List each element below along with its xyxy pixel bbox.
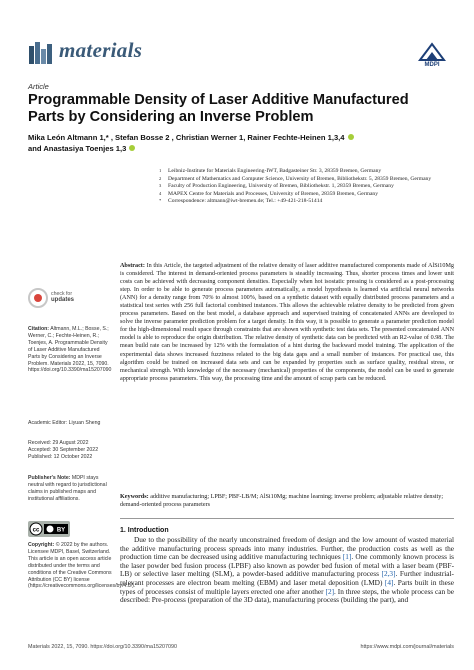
academic-editor: Academic Editor: Liyuan Sheng bbox=[28, 420, 101, 426]
authors-text-1[interactable]: Mika León Altmann 1,* , Stefan Bosse 2 , Christian Werner 1, Rainer Fechte-Heinen 1,3,4 bbox=[28, 133, 345, 142]
abstract-label: Abstract: bbox=[120, 263, 145, 269]
author-line-2 bbox=[28, 143, 448, 154]
affiliations bbox=[155, 168, 455, 206]
journal-name[interactable]: materials bbox=[59, 38, 143, 62]
orcid-icon[interactable] bbox=[348, 134, 354, 140]
article-title: Programmable Density of Laser Additive Manufactured Parts by Considering an Inverse Problem bbox=[28, 92, 409, 125]
materials-logo-icon bbox=[28, 40, 54, 64]
check-updates-label-1: check for bbox=[51, 291, 73, 297]
article-type: Article bbox=[28, 82, 49, 91]
section-heading: 1. Introduction bbox=[120, 527, 169, 534]
author-list bbox=[28, 132, 448, 154]
orcid-icon[interactable] bbox=[129, 145, 135, 151]
abstract-text: In this Article, the targeted adjustment of the relative density of laser additive manufactured components made of AlSi10Mg is considered. The interest in demand-oriented process parameters is steadily increasing. Thus, shorter process times and lower unit costs can be achieved with decreasing component densities. Especially when hot isostatic pressing is considered as a post-processing step. In order to be able to generate process parameters automatically, a model hypothesis is learned via artificial neural networks (ANN) for a density range from 70% to almost 100%, based on a synthetic dataset with equally distributed process parameters and a statistical test series with 256 full factorial combined instances. This allows the achievable relative density to be predicted from given process parameters. Based on the best model, a database approach and supervised training of concatenated ANNs are developed to solve the inverse parameter prediction problem for a target density. In this way, it is possible to generate a parameter prediction model for the high-dimensional result space through constraints that are shown with synthetic test data sets. The presented concatenated ANN model is able to reproduce the origin distribution. The relative density of synthetic data can be predicted with an R2-value of 0.98. The mean build rate can be increased by 12% with the formulation of a hint during the backward model training. The application of the experimental data shows increased fuzziness related to the big data gaps and a small number of instances. For practical use, this algorithm could be trained on increased data sets and can be expanded by properties such as surface quality, residual stress, or mechanical strength. With knowledge of the necessary (mechanical) properties of the components, the model can be used to generate appropriate process parameters. This way, the processing time and the amount of scrap parts can be reduced. bbox=[120, 263, 454, 382]
received-date: Received: 29 August 2022 bbox=[28, 440, 89, 446]
copyright-text[interactable]: © 2022 by the authors. Licensee MDPI, Basel, Switzerland. This article is an open access article distributed under the terms and conditions of the Creative Commons Attribution (CC BY) license (https://creativecommons.org/licenses/by/4.0/). bbox=[28, 542, 136, 590]
author-line-1 bbox=[28, 132, 448, 143]
citation-link[interactable]: [4] bbox=[384, 577, 394, 587]
affiliation-number: 4 bbox=[159, 190, 162, 196]
publisher-note-text: MDPI stays neutral with regard to jurisdictional claims in published maps and institutional affiliations. bbox=[28, 475, 107, 502]
keywords-text: additive manufacturing; LPBF; PBF-LB/M; AlSi10Mg; machine learning; inverse problem; adjustable relative density; demand-oriented process parameters bbox=[120, 494, 444, 508]
intro-text: . One commonly known process is the laser powder bed fusion process (LPBF) also known as powder bed fusion of metal with a laser beam (PBF-LB) or selective laser melting (SLM), a powder-based additive manufacturing process bbox=[120, 552, 454, 579]
mdpi-logo-icon[interactable] bbox=[416, 42, 448, 62]
page-footer bbox=[28, 644, 454, 654]
svg-text:BY: BY bbox=[56, 527, 66, 534]
citation-block bbox=[28, 326, 112, 374]
intro-text: Due to the possibility of the nearly unconstrained freedom of design and the low amount of wasted material the additive manufacturing process spreads into many industries. Further, the production costs as well as the production time can be decreased using additive manufacturing techniques bbox=[120, 535, 454, 562]
publisher-note-label: Publisher's Note: bbox=[28, 475, 71, 481]
footer-journal-url[interactable]: https://www.mdpi.com/journal/materials bbox=[360, 644, 454, 650]
citation-link[interactable]: [2] bbox=[325, 586, 335, 596]
accepted-date: Accepted: 30 September 2022 bbox=[28, 447, 99, 454]
keywords bbox=[120, 493, 454, 509]
journal-header bbox=[28, 38, 448, 68]
check-for-updates-badge[interactable] bbox=[28, 288, 88, 318]
footer-citation[interactable]: Materials 2022, 15, 7090. https://doi.org/10.3390/ma15207090 bbox=[28, 644, 177, 650]
affiliation-item bbox=[155, 191, 455, 199]
correspondence bbox=[155, 198, 455, 206]
svg-text:cc: cc bbox=[32, 527, 40, 534]
affiliation-text: Leibniz-Institute for Materials Engineering-IWT, Badgasteiner Str. 3, 28359 Bremen, Germany bbox=[168, 168, 382, 174]
affiliation-number: * bbox=[159, 198, 162, 204]
affiliation-item bbox=[155, 168, 455, 176]
affiliation-item bbox=[155, 183, 455, 191]
correspondence-text[interactable]: Correspondence: altmann@iwt-bremen.de; Tel.: +49-421-218-51414 bbox=[168, 198, 323, 205]
intro-text: . In three steps, the whole process can be described: Pre-process (preparation of the 3D data), manufacturing process (building the part), and bbox=[120, 586, 454, 605]
affiliation-text: MAPEX Centre for Materials and Processes, University of Bremen, 28359 Bremen, Germany bbox=[168, 190, 379, 197]
affiliation-text: Department of Mathematics and Computer Science, University of Bremen, Bibliothekstr. 5, 28359 Bremen, Germany bbox=[168, 175, 432, 182]
intro-text: . Parts built in these types of processes consist of multiple layers erected one after another bbox=[120, 577, 454, 596]
copyright-label: Copyright: bbox=[28, 542, 55, 548]
intro-text: . Further industrial-relevant processes are electron beam melting (EBM) and laser metal deposition (LMD) bbox=[120, 569, 454, 587]
copyright-block bbox=[28, 542, 136, 590]
section-divider bbox=[120, 518, 454, 519]
citation-text[interactable]: Altmann, M.L.; Bosse, S.; Werner, C.; Fechte-Heinen, R.; Toenjes, A. Programmable Density of Laser Additive Manufactured Parts by Considering an Inverse Problem. Materials 2022, 15, 7090. https://doi.org/10.3390/ma15207090 bbox=[28, 326, 112, 374]
check-updates-icon bbox=[28, 288, 48, 308]
citation-link[interactable]: [2,3] bbox=[381, 569, 396, 579]
affiliation-number: 2 bbox=[159, 175, 162, 181]
cc-by-license-icon[interactable] bbox=[28, 521, 70, 537]
citation-link[interactable]: [1] bbox=[342, 552, 352, 562]
introduction-paragraph bbox=[120, 536, 454, 605]
affiliation-number: 3 bbox=[159, 183, 162, 189]
publisher-note bbox=[28, 475, 112, 503]
abstract bbox=[120, 262, 454, 383]
publication-dates bbox=[28, 440, 112, 461]
citation-label: Citation: bbox=[28, 326, 50, 332]
keywords-label: Keywords: bbox=[120, 494, 149, 500]
affiliation-number: 1 bbox=[159, 168, 162, 173]
authors-text-2[interactable]: and Anastasiya Toenjes 1,3 bbox=[28, 144, 127, 153]
affiliation-text: Faculty of Production Engineering, University of Bremen, Bibliothekstr. 1, 28359 Bremen, Germany bbox=[168, 183, 394, 190]
published-date: Published: 12 October 2022 bbox=[28, 454, 93, 461]
check-updates-label-2: updates bbox=[51, 297, 75, 303]
mdpi-wordmark: MDPI bbox=[424, 62, 440, 68]
